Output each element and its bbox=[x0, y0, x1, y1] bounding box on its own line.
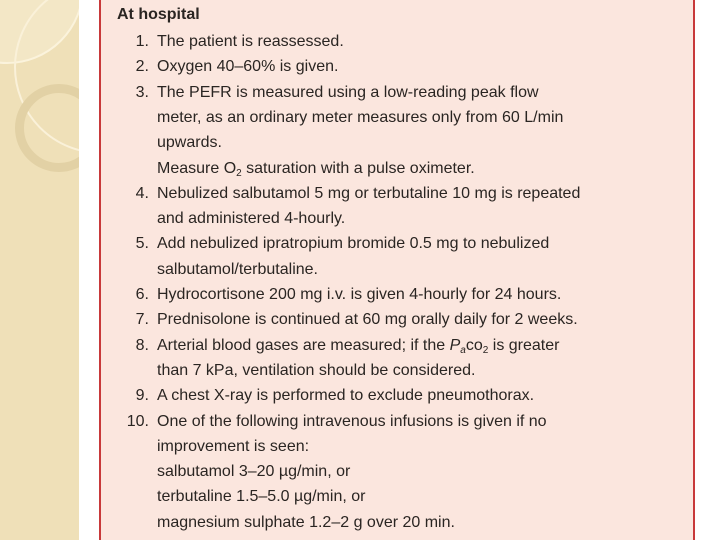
list-item-line: upwards. bbox=[157, 134, 222, 152]
list-item-line: Arterial blood gases are measured; if the $P_aco_2$ is greater bbox=[157, 336, 560, 356]
list-item-line: Hydrocortisone 200 mg i.v. is given 4-hourly for 24 hours. bbox=[157, 286, 562, 303]
decorative-circles bbox=[0, 0, 79, 540]
list-item-line: magnesium sulphate 1.2–2 g over 20 min. bbox=[157, 513, 455, 531]
list-item-line: terbutaline 1.5–5.0 µg/min, or bbox=[157, 488, 366, 506]
item-number: 1. bbox=[135, 33, 149, 50]
list-item-line: salbutamol/terbutaline. bbox=[157, 260, 318, 278]
list-item-line: A chest X-ray is performed to exclude pneumothorax. bbox=[157, 387, 535, 405]
list-item-line: salbutamol 3–20 µg/min, or bbox=[157, 463, 351, 481]
list-item-line: Nebulized salbutamol 5 mg or terbutaline 10 mg is repeated bbox=[157, 184, 581, 202]
item-number: 5. bbox=[135, 235, 149, 253]
list-item-line: than 7 kPa, ventilation should be considered. bbox=[157, 361, 476, 379]
list-item-line: Oxygen 40–60% is given. bbox=[157, 58, 339, 76]
list-item-line: Measure $O_2$ saturation with a pulse oximeter. bbox=[157, 159, 475, 179]
item-number: 3. bbox=[135, 83, 149, 101]
list-item-line: The patient is reassessed. bbox=[157, 33, 344, 50]
list-item-line: Add nebulized ipratropium bromide 0.5 mg to nebulized bbox=[157, 235, 550, 253]
list-item-line: One of the following intravenous infusions is given if no bbox=[157, 412, 547, 430]
item-number: 10. bbox=[126, 412, 149, 430]
item-number: 7. bbox=[135, 311, 149, 329]
item-number: 6. bbox=[135, 286, 149, 303]
list-item-line: and administered 4-hourly. bbox=[157, 210, 346, 228]
list-item-line: Prednisolone is continued at 60 mg orally daily for 2 weeks. bbox=[157, 311, 578, 329]
list-item-line: meter, as an ordinary meter measures only from 60 L/min bbox=[157, 108, 564, 126]
item-number: 8. bbox=[135, 336, 149, 354]
list-item-line: The PEFR is measured using a low-reading peak flow bbox=[157, 83, 539, 101]
list-item-line: improvement is seen: bbox=[157, 437, 310, 455]
item-number: 4. bbox=[135, 184, 149, 202]
protocol-box bbox=[99, 0, 695, 540]
heading: At hospital bbox=[117, 6, 200, 23]
item-number: 9. bbox=[135, 387, 149, 405]
item-number: 2. bbox=[135, 58, 149, 76]
